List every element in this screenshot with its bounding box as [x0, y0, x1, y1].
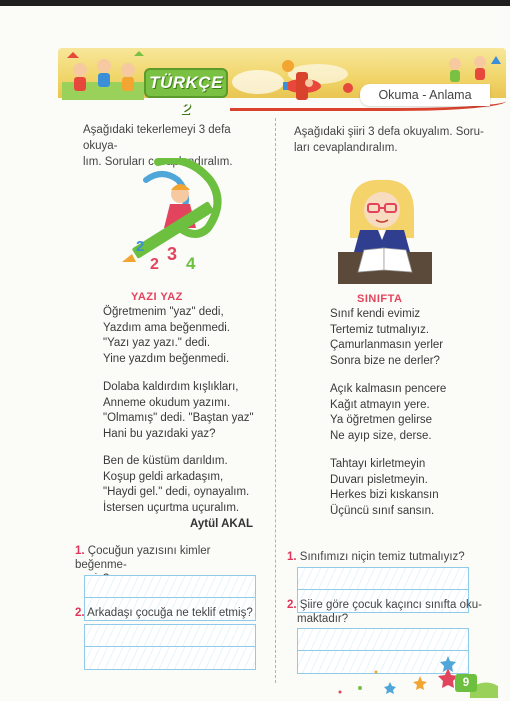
poem-line: Yine yazdım beğenmedi. — [103, 352, 230, 365]
kids-playing-illustration — [62, 48, 144, 100]
question-text: Şiire göre çocuk kaçıncı sınıfta oku- — [299, 599, 482, 611]
girl-reading-book-illustration — [336, 178, 436, 288]
scan-top-edge — [0, 0, 510, 6]
poem-line: Kağıt atmayın yere. — [330, 398, 430, 411]
right-intro — [294, 124, 499, 156]
poem-line: "Haydi gel." dedi, oynayalım. — [103, 486, 250, 498]
poem-line: Hani bu yazıdaki yaz? — [103, 427, 216, 440]
poem-line: Çamurlanmasın yerler — [330, 339, 444, 351]
poem-line: Sınıf kendi evimiz — [330, 308, 421, 320]
column-divider — [275, 118, 276, 683]
poem-line: Ben de küstüm darıldım. — [103, 455, 228, 467]
right-stanza-2 — [330, 382, 446, 444]
poem-line: Tertemiz tutmalıyız. — [330, 323, 430, 336]
answer-field-right-1a[interactable] — [297, 567, 469, 591]
question-text: Arkadaşı çocuğa ne teklif etmiş? — [87, 607, 253, 619]
digit-2-small: 2 — [150, 256, 159, 273]
poem-line: Öğretmenim "yaz" dedi, — [103, 306, 224, 318]
poem-line: Sonra bize ne derler? — [330, 354, 440, 367]
star-icon — [440, 656, 456, 672]
poem-line: Ya öğretmen gelirse — [330, 414, 433, 426]
left-stanza-3 — [103, 454, 249, 516]
left-poem-title: YAZI YAZ — [131, 291, 183, 303]
digit-4: 4 — [186, 254, 196, 273]
poem-line: İstersen uçurtma uçuralım. — [103, 501, 240, 514]
answer-field-left-1a[interactable] — [84, 575, 256, 599]
question-text: Sınıfımızı niçin temiz tutmalıyız? — [299, 551, 465, 563]
kids-playing-illustration — [440, 50, 506, 84]
poem-line: "Yazı yaz yazı." dedi. — [103, 337, 211, 349]
right-question-2 — [287, 598, 497, 626]
digit-2: 2 — [136, 238, 145, 255]
left-stanza-1 — [103, 305, 230, 367]
poem-line: Anneme okudum yazımı. — [103, 396, 231, 409]
question-number: 1. — [75, 545, 85, 557]
right-question-1 — [287, 550, 497, 564]
left-stanza-2 — [103, 380, 254, 442]
right-intro-line: Aşağıdaki şiiri 3 defa okuyalım. Soru- — [294, 126, 484, 138]
digit-3: 3 — [167, 244, 178, 264]
question-number: 2. — [75, 607, 85, 619]
poem-line: Tahtayı kirletmeyin — [330, 458, 426, 470]
poem-line: Ne ayıp size, derse. — [330, 429, 432, 442]
poem-line: Yazdım ama beğenmedi. — [103, 321, 230, 334]
answer-field-left-2a[interactable] — [84, 624, 256, 648]
question-text: Çocuğun yazısını kimler beğenme- — [75, 545, 211, 571]
question-number: 2. — [287, 599, 297, 611]
question-text: maktadır? — [297, 613, 349, 625]
right-intro-line: ları cevaplandıralım. — [294, 142, 398, 154]
right-stanza-1 — [330, 307, 443, 369]
left-intro-line: Aşağıdaki tekerlemeyi 3 defa okuya- — [83, 124, 231, 152]
answer-field-left-2b[interactable] — [84, 646, 256, 670]
poem-line: Dolaba kaldırdım kışlıkları, — [103, 381, 239, 393]
section-title: Okuma - Anlama — [360, 84, 490, 106]
answer-field-right-2a[interactable] — [297, 628, 469, 652]
right-poem-title: SINIFTA — [357, 293, 403, 305]
right-stanza-3 — [330, 457, 439, 519]
poem-line: Üçüncü sınıf sansın. — [330, 504, 435, 517]
poem-line: Herkes bizi kıskansın — [330, 489, 439, 501]
left-question-2 — [75, 606, 265, 620]
left-intro-line: lım. Soruları cevaplandıralım. — [83, 156, 233, 168]
page-number: 9 — [455, 674, 477, 692]
poem-author: Aytül AKAL — [190, 518, 254, 530]
subject-label: TÜRKÇE 2 — [144, 68, 228, 98]
poem-line: Koşup geldi arkadaşım, — [103, 470, 224, 483]
poem-line: Duvarı pisletmeyin. — [330, 473, 428, 486]
poem-line: Açık kalmasın pencere — [330, 383, 447, 395]
poem-line: "Olmamış" dedi. "Baştan yaz" — [103, 412, 254, 424]
question-number: 1. — [287, 551, 297, 563]
